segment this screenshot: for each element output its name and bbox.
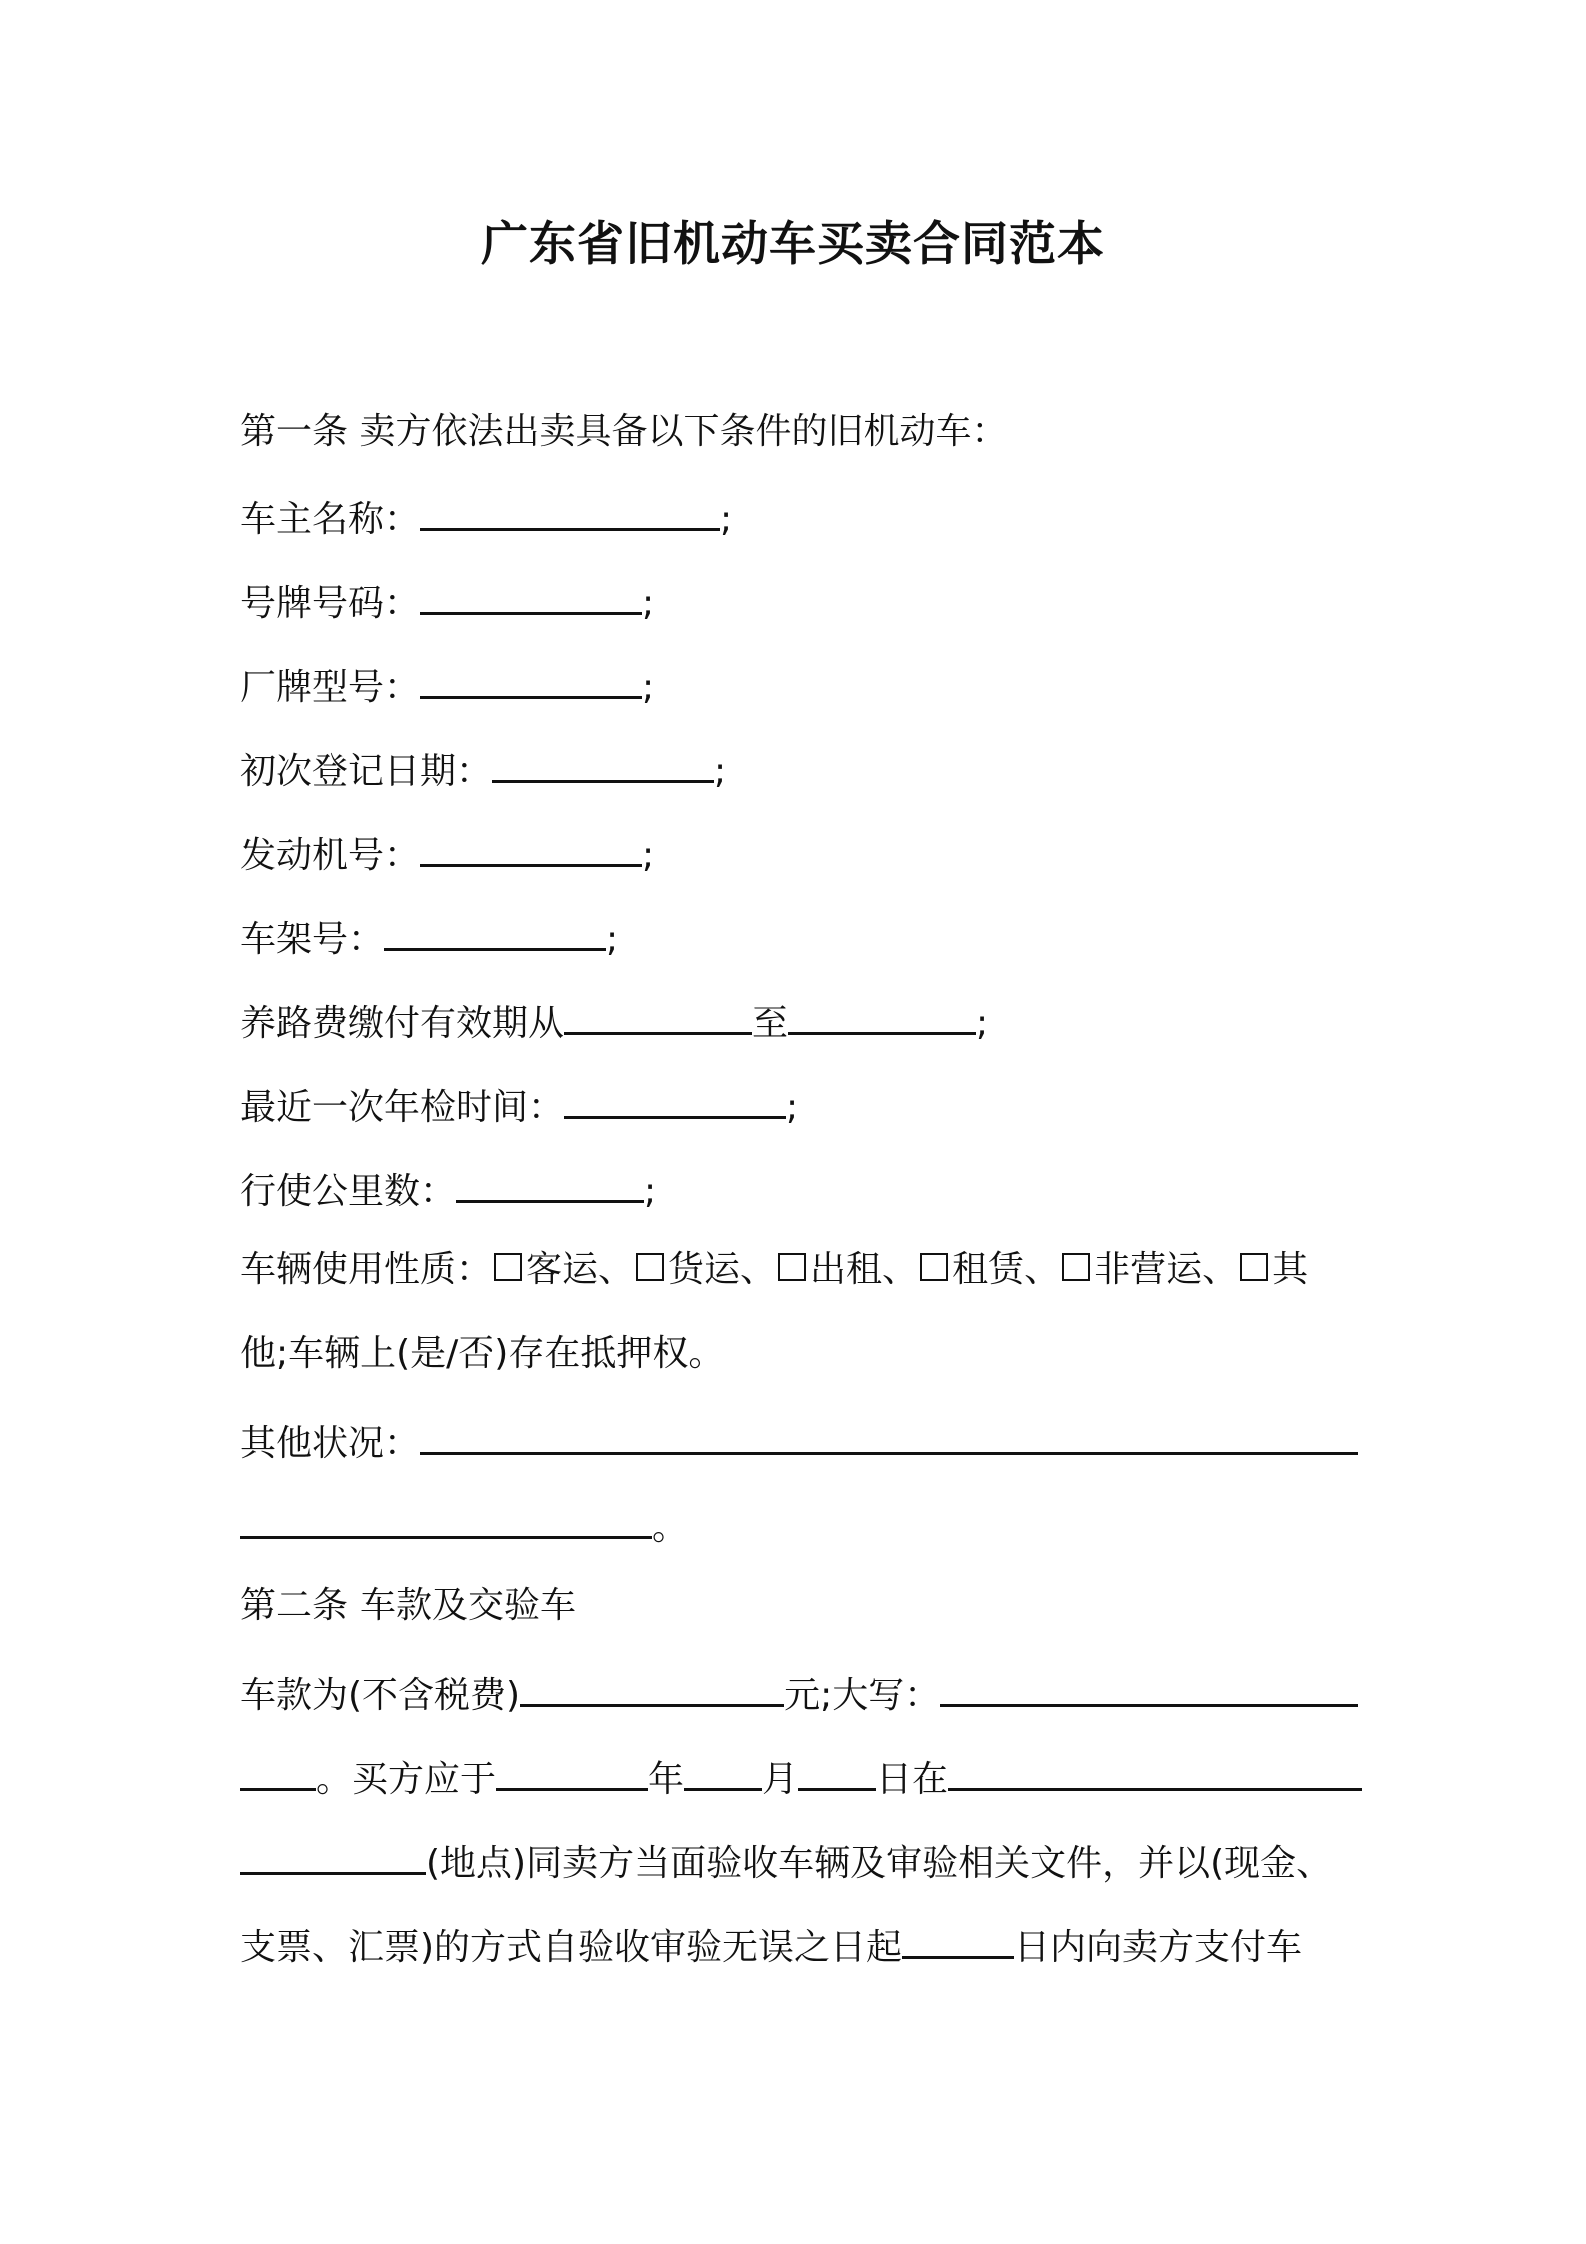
document-title: 广东省旧机动车买卖合同范本 — [481, 217, 1105, 272]
option-lease: 租赁、 — [952, 1249, 1061, 1290]
month-label: 月 — [762, 1759, 799, 1800]
price-row — [240, 1660, 1358, 1720]
semicolon: ; — [606, 919, 619, 960]
other-status-continued — [240, 1492, 688, 1552]
road-fee-to-blank[interactable] — [788, 988, 976, 1035]
semicolon: ; — [720, 499, 733, 540]
place-blank[interactable] — [948, 1744, 1362, 1791]
owner-name-blank[interactable] — [420, 484, 720, 531]
day-at-label: 日在 — [876, 1759, 949, 1800]
brand-model-row — [240, 652, 654, 712]
semicolon: ; — [642, 667, 655, 708]
first-registration-blank[interactable] — [492, 736, 714, 783]
plate-number-row — [240, 568, 654, 628]
buyer-should-text: 。买方应于 — [316, 1759, 497, 1800]
semicolon: ; — [642, 583, 655, 624]
engine-number-label: 发动机号： — [240, 835, 421, 876]
payment-row — [240, 1912, 1302, 1972]
semicolon: ; — [642, 835, 655, 876]
place-row — [240, 1828, 1332, 1888]
checkbox-non-commercial[interactable] — [1062, 1253, 1090, 1281]
price-uppercase-blank[interactable] — [940, 1660, 1358, 1707]
article-2-title: 车款及交验车 — [360, 1585, 577, 1626]
price-label: 车款为(不含税费) — [240, 1675, 521, 1716]
place-text: (地点)同卖方当面验收车辆及审验相关文件，并以(现金、 — [426, 1843, 1333, 1884]
engine-number-blank[interactable] — [420, 820, 642, 867]
road-fee-row — [240, 988, 988, 1048]
usage-type-label: 车辆使用性质： — [240, 1249, 493, 1290]
mileage-blank[interactable] — [456, 1156, 644, 1203]
owner-name-label: 车主名称： — [240, 499, 421, 540]
last-inspection-row — [240, 1072, 798, 1132]
semicolon: ; — [644, 1171, 657, 1212]
engine-number-row — [240, 820, 654, 880]
delivery-date-row — [240, 1744, 1362, 1804]
mileage-row — [240, 1156, 656, 1216]
other-status-label: 其他状况： — [240, 1423, 421, 1464]
option-passenger: 客运、 — [526, 1249, 635, 1290]
option-freight: 货运、 — [668, 1249, 777, 1290]
price-amount-blank[interactable] — [520, 1660, 784, 1707]
year-label: 年 — [648, 1759, 685, 1800]
usage-type-continued — [240, 1324, 724, 1384]
option-other: 其 — [1272, 1249, 1309, 1290]
owner-name-row — [240, 484, 732, 544]
option-non-commercial: 非营运、 — [1094, 1249, 1239, 1290]
last-inspection-label: 最近一次年检时间： — [240, 1087, 565, 1128]
other-status-row — [240, 1408, 1358, 1468]
other-status-blank[interactable] — [420, 1408, 1358, 1455]
checkbox-taxi[interactable] — [778, 1253, 806, 1281]
payment-days-blank[interactable] — [902, 1912, 1014, 1959]
usage-tail-text: 他;车辆上(是/否)存在抵押权。 — [240, 1333, 725, 1374]
first-registration-row — [240, 736, 726, 796]
semicolon: ; — [786, 1087, 799, 1128]
option-taxi: 出租、 — [810, 1249, 919, 1290]
article-1-heading — [240, 402, 1007, 462]
road-fee-from-blank[interactable] — [564, 988, 752, 1035]
brand-model-label: 厂牌型号： — [240, 667, 421, 708]
first-registration-label: 初次登记日期： — [240, 751, 493, 792]
plate-number-blank[interactable] — [420, 568, 642, 615]
semicolon: ; — [976, 1003, 989, 1044]
year-blank[interactable] — [496, 1744, 648, 1791]
checkbox-freight[interactable] — [636, 1253, 664, 1281]
payment-text: 支票、汇票)的方式自验收审验无误之日起 — [240, 1927, 903, 1968]
road-fee-to-label: 至 — [752, 1003, 789, 1044]
article-2-heading — [240, 1576, 576, 1636]
month-blank[interactable] — [684, 1744, 762, 1791]
other-status-blank-2[interactable] — [240, 1492, 652, 1539]
price-uppercase-blank-2[interactable] — [240, 1744, 316, 1791]
article-2-number: 第二条 — [240, 1585, 349, 1626]
period: 。 — [652, 1507, 689, 1548]
place-blank-2[interactable] — [240, 1828, 426, 1875]
payment-tail: 日内向卖方支付车 — [1014, 1927, 1303, 1968]
checkbox-passenger[interactable] — [494, 1253, 522, 1281]
checkbox-lease[interactable] — [920, 1253, 948, 1281]
plate-number-label: 号牌号码： — [240, 583, 421, 624]
brand-model-blank[interactable] — [420, 652, 642, 699]
frame-number-label: 车架号： — [240, 919, 385, 960]
usage-type-row — [240, 1240, 1308, 1300]
frame-number-row — [240, 904, 618, 964]
road-fee-from-label: 养路费缴付有效期从 — [240, 1003, 565, 1044]
mileage-label: 行使公里数： — [240, 1171, 457, 1212]
day-blank[interactable] — [798, 1744, 876, 1791]
price-unit-label: 元;大写： — [784, 1675, 941, 1716]
semicolon: ; — [714, 751, 727, 792]
frame-number-blank[interactable] — [384, 904, 606, 951]
article-1-heading-text: 第一条 卖方依法出卖具备以下条件的旧机动车： — [240, 411, 1008, 452]
last-inspection-blank[interactable] — [564, 1072, 786, 1119]
checkbox-other[interactable] — [1240, 1253, 1268, 1281]
